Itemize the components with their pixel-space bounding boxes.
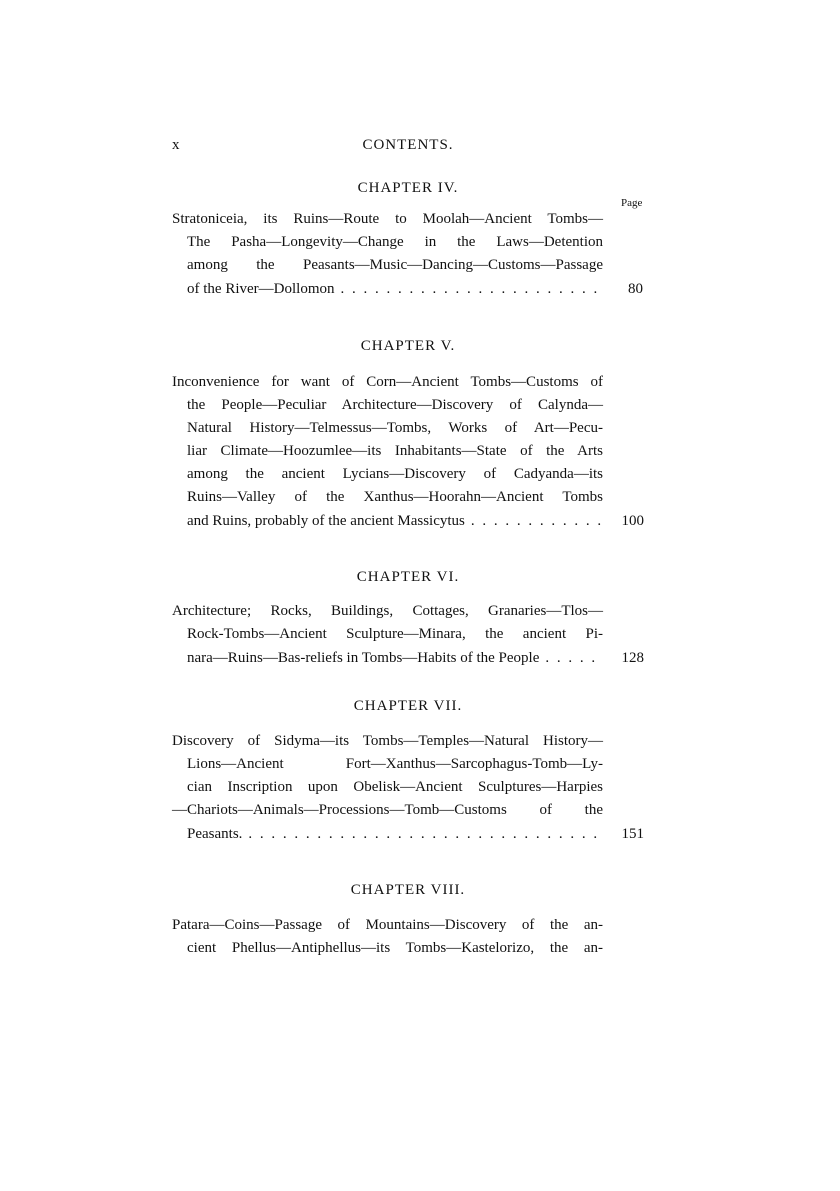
chapter-heading: CHAPTER VIII. [350,882,466,898]
toc-page-number: 151 [621,826,644,842]
chapter-heading: CHAPTER V. [360,338,456,354]
chapter-heading: CHAPTER VI. [356,569,460,585]
toc-line: Stratoniceia, its Ruins—Route to Moolah—Ancient Tombs— [172,211,603,227]
toc-entry-last-line [187,826,603,843]
page-column-label: Page [621,197,643,209]
toc-entry-last-line [187,650,603,667]
toc-line: Architecture; Rocks, Buildings, Cottages, Granaries—Tlos— [172,603,603,619]
toc-line: Lions—Ancient Fort—Xanthus—Sarcophagus-Tomb—Ly- [187,756,603,772]
toc-page-number: 128 [621,650,644,666]
toc-line: and Ruins, probably of the ancient Massicytus [187,513,465,529]
toc-line: Ruins—Valley of the Xanthus—Hoorahn—Ancient Tombs [187,489,603,505]
toc-line: Inconvenience for want of Corn—Ancient Tombs—Customs of [172,374,603,390]
toc-line: The Pasha—Longevity—Change in the Laws—Detention [187,234,603,250]
toc-line: Rock-Tombs—Ancient Sculpture—Minara, the ancient Pi- [187,626,603,642]
toc-line: —Chariots—Animals—Processions—Tomb—Customs of the [172,802,603,818]
toc-line: of the River—Dollomon [187,281,335,297]
toc-line: Natural History—Telmessus—Tombs, Works of Art—Pecu- [187,420,603,436]
toc-page-number: 80 [628,281,643,297]
toc-line: among the ancient Lycians—Discovery of Cadyanda—its [187,466,603,482]
toc-page-number: 100 [621,513,644,529]
toc-line: nara—Ruins—Bas-reliefs in Tombs—Habits of the People [187,650,540,666]
leader-dots [248,826,603,843]
toc-entry-last-line [187,513,603,530]
chapter-heading: CHAPTER IV. [357,180,459,196]
chapter-heading: CHAPTER VII. [353,698,463,714]
toc-line: liar Climate—Hoozumlee—its Inhabitants—State of the Arts [187,443,603,459]
page-number: x [172,137,180,153]
running-head: CONTENTS. [362,137,454,153]
toc-line: Patara—Coins—Passage of Mountains—Discovery of the an- [172,917,603,933]
toc-line: cian Inscription upon Obelisk—Ancient Sculptures—Harpies [187,779,603,795]
toc-line: the People—Peculiar Architecture—Discovery of Calynda— [187,397,603,413]
toc-line: Discovery of Sidyma—its Tombs—Temples—Natural History— [172,733,603,749]
leader-dots [340,281,603,298]
toc-line: among the Peasants—Music—Dancing—Customs—Passage [187,257,603,273]
toc-line: cient Phellus—Antiphellus—its Tombs—Kastelorizo, the an- [187,940,603,956]
toc-entry-last-line [187,281,603,298]
toc-line: Peasants. [187,826,243,842]
